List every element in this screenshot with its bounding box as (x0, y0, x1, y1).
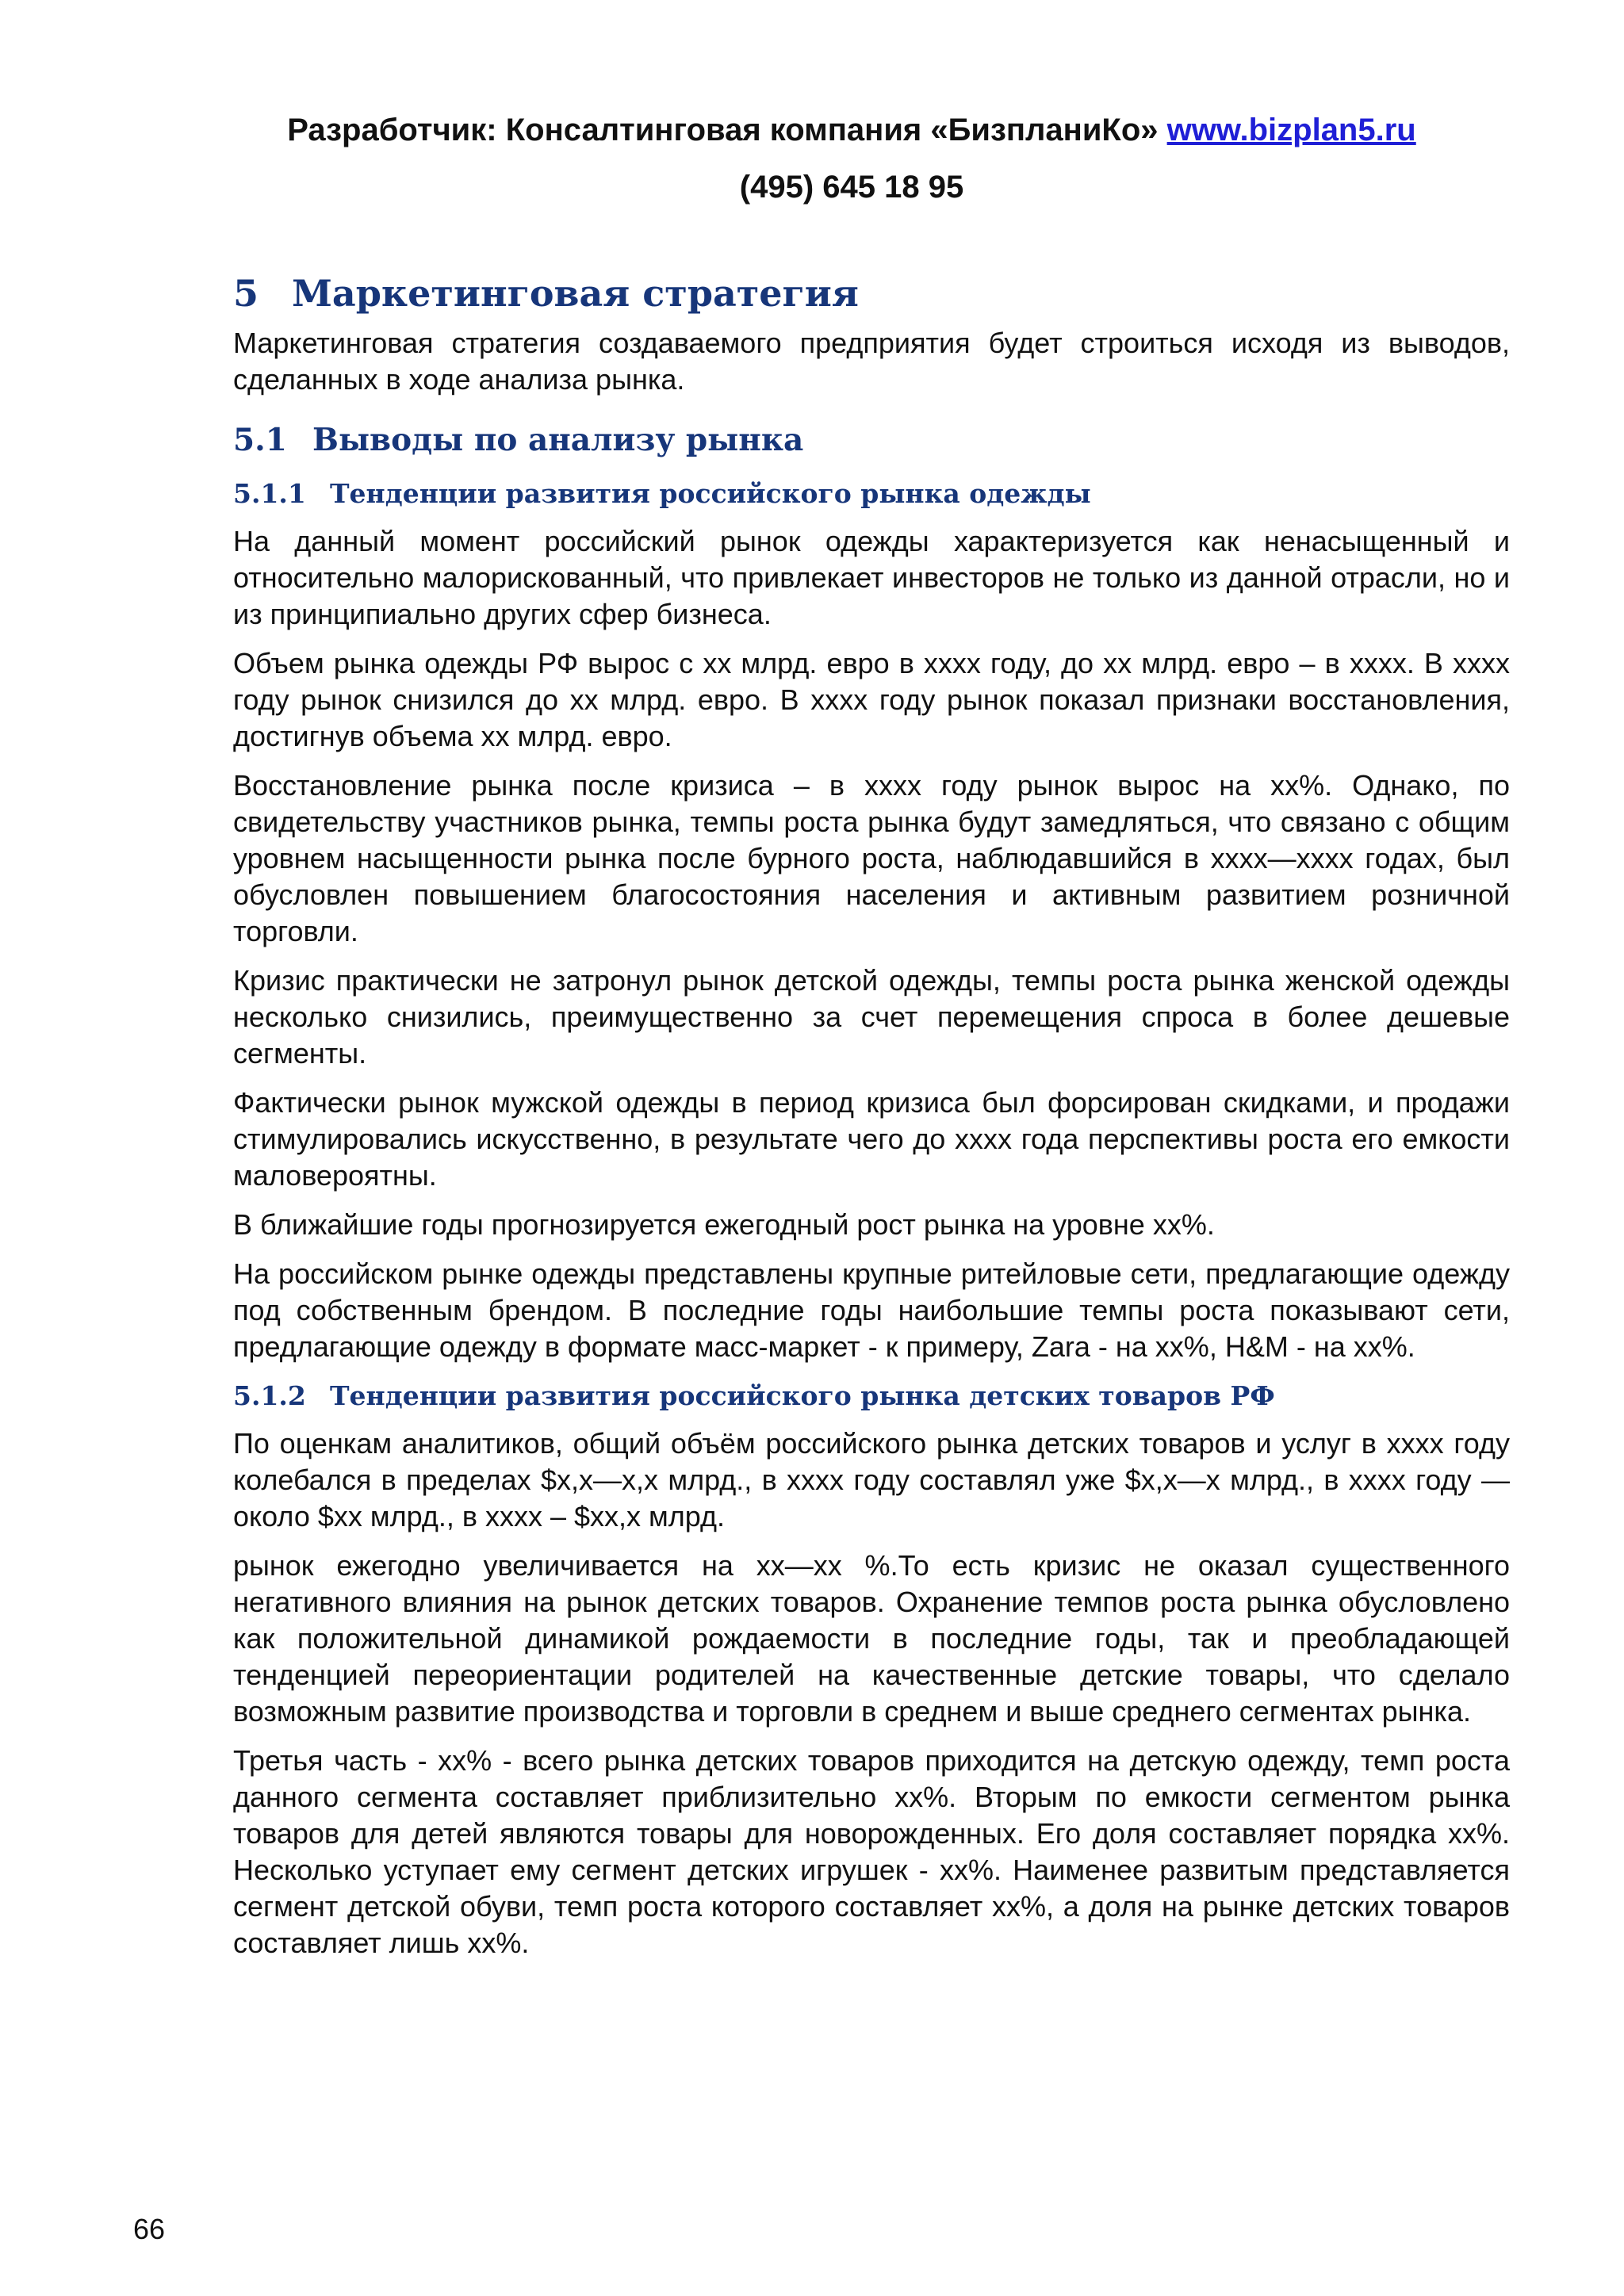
website-link[interactable]: www.bizplan5.ru (1166, 113, 1416, 147)
sub1-number: 5.1.1 (233, 478, 306, 509)
sub1-title: Тенденции развития российского рынка одежды (330, 478, 1091, 509)
section-number: 5 (233, 272, 259, 315)
developer-text: Разработчик: Консалтинговая компания «БизпланиКо» (287, 113, 1167, 147)
subsection-number: 5.1 (233, 422, 287, 458)
paragraph: рынок ежегодно увеличивается на хх—хх %.То есть кризис не оказал существенного негативного влияния на рынок детских товаров. Охранение темпов роста рынка обусловлено как положительной динамикой рождаемости в последние годы, так и преобладающей тенденцией переориентации родителей на качественные детские товары, что сделало возможным развитие производства и торговли в среднем и выше среднего сегментах рынка. (233, 1549, 1510, 1728)
section-heading (233, 270, 1510, 317)
header-phone: (495) 645 18 95 (739, 170, 964, 205)
page-number: 66 (133, 2213, 166, 2245)
section-intro: Маркетинговая стратегия создаваемого предприятия будет строиться исходя из выводов, сделанных в ходе анализа рынка. (233, 327, 1510, 396)
document-content (233, 270, 1510, 1974)
paragraph: Восстановление рынка после кризиса – в хххх году рынок вырос на хх%. Однако, по свидетельству участников рынка, темпы роста рынка будут замедляться, что связано с общим уровнем насыщенности рынка после бурного роста, наблюдавшийся в хххх—хххх годах, был обусловлен повышением благосостояния населения и активным развитием розничной торговли. (233, 769, 1510, 947)
header-developer-line (40, 111, 1624, 149)
subsection-title: Выводы по анализу рынка (312, 422, 804, 458)
paragraph: Фактически рынок мужской одежды в период кризиса был форсирован скидками, и продажи стимулировались искусственно, в результате чего до хххх года перспективы роста его емкости маловероятны. (233, 1086, 1510, 1192)
sub2-heading (233, 1378, 1510, 1414)
paragraph: Объем рынка одежды РФ вырос с хх млрд. евро в хххх году, до хх млрд. евро – в хххх. В хххх году рынок снизился до хх млрд. евро. В хххх году рынок показал признаки восстановления, достигнув объема хх млрд. евро. (233, 647, 1510, 752)
paragraph: Третья часть - хх% - всего рынка детских товаров приходится на детскую одежду, темп роста данного сегмента составляет приблизительно хх%. Вторым по емкости сегментом рынка товаров для детей являются товары для новорожденных. Его доля составляет порядка хх%. Несколько уступает ему сегмент детских игрушек - хх%. Наименее развитым представляется сегмент детской обуви, темп роста которого составляет хх%, а доля на рынке детских товаров составляет лишь хх%. (233, 1744, 1510, 1959)
paragraph: На российском рынке одежды представлены крупные ритейловые сети, предлагающие одежду под собственным брендом. В последние годы наибольшие темпы роста показывают сети, предлагающие одежду в формате масс-маркет - к примеру, Zara - на хх%, H&M - на хх%. (233, 1257, 1510, 1363)
sub1-heading (233, 476, 1510, 512)
paragraph: На данный момент российский рынок одежды характеризуется как ненасыщенный и относительно малорискованный, что привлекает инвесторов не только из данной отрасли, но и из принципиально других сфер бизнеса. (233, 525, 1510, 630)
paragraph: Кризис практически не затронул рынок детской одежды, темпы роста рынка женской одежды несколько снизились, преимущественно за счет перемещения спроса в более дешевые сегменты. (233, 964, 1510, 1070)
paragraph: По оценкам аналитиков, общий объём российского рынка детских товаров и услуг в хххх году колебался в пределах $х,х—х,х млрд., в хххх году составлял уже $х,х—х млрд., в хххх году — около $хх млрд., в хххх – $хх,х млрд. (233, 1427, 1510, 1533)
sub2-number: 5.1.2 (233, 1380, 306, 1411)
paragraph: В ближайшие годы прогнозируется ежегодный рост рынка на уровне хх%. (233, 1208, 1215, 1241)
section-title: Маркетинговая стратегия (292, 272, 859, 315)
subsection-heading (233, 419, 1510, 461)
sub2-title: Тенденции развития российского рынка детских товаров РФ (330, 1380, 1275, 1411)
